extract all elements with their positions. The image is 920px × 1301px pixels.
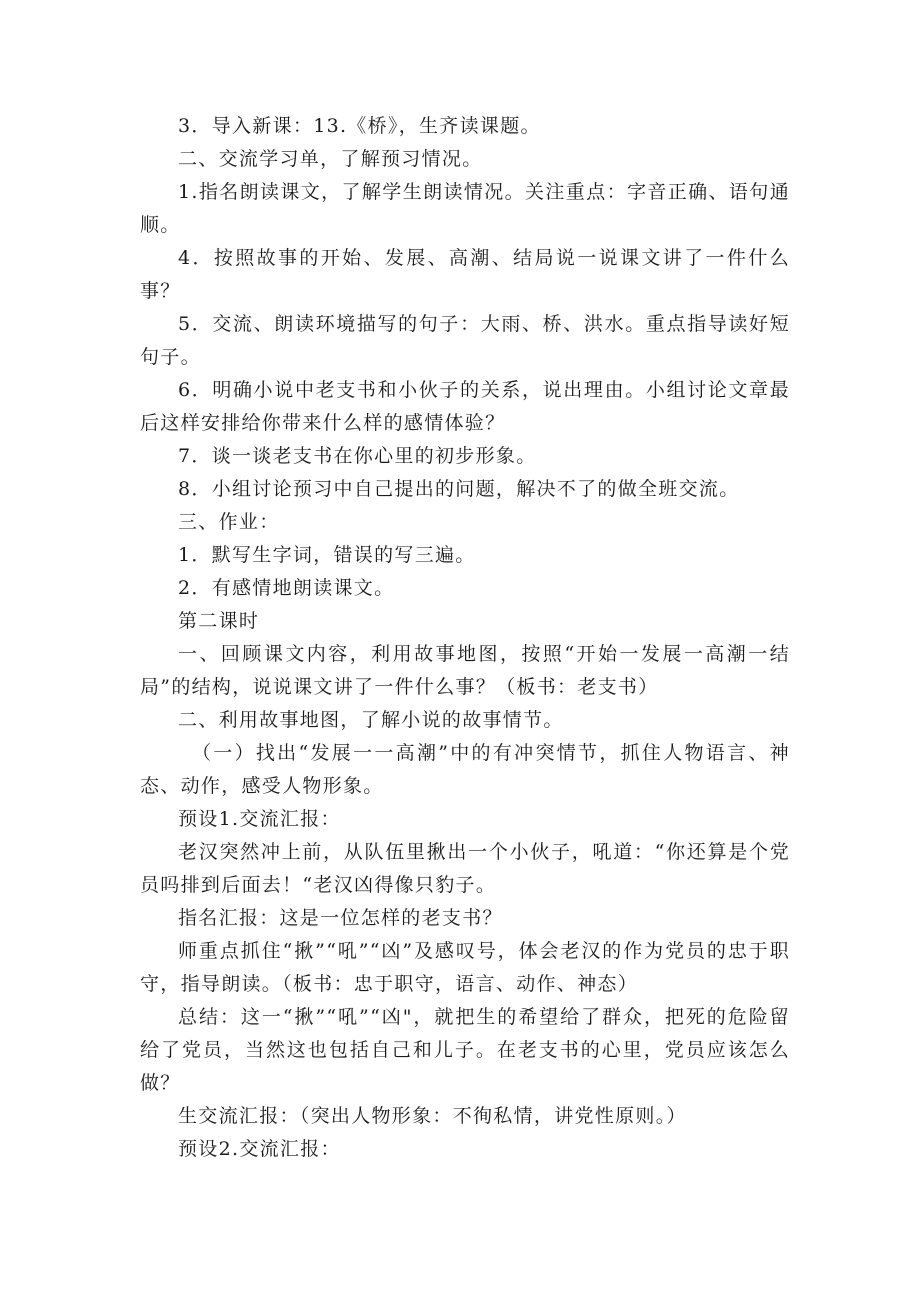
lesson-heading: 第二课时 bbox=[178, 610, 260, 632]
paragraph: 预设1.交流汇报： bbox=[178, 808, 341, 830]
paragraph: 2．有感情地朗读课文。 bbox=[178, 577, 395, 599]
paragraph: 7．谈一谈老支书在你心里的初步形象。 bbox=[178, 445, 537, 467]
paragraph: 6．明确小说中老支书和小伙子的关系，说出理由。小组讨论文章最后这样安排给你带来什么样的感情体验？ bbox=[140, 379, 790, 434]
paragraph: （一）找出“发展一一高潮”中的有冲突情节，抓住人物语言、神态、动作，感受人物形象。 bbox=[140, 742, 790, 797]
paragraph: 预设2.交流汇报： bbox=[178, 1138, 341, 1160]
paragraph: 师重点抓住“揪”“吼”“凶”及感叹号，体会老汉的作为党员的忠于职守，指导朗读。（板书：忠于职守，语言、动作、神态） bbox=[140, 940, 790, 995]
section-heading: 三、作业： bbox=[178, 511, 280, 533]
paragraph: 4．按照故事的开始、发展、高潮、结局说一说课文讲了一件什么事？ bbox=[140, 247, 790, 302]
paragraph: 一、回顾课文内容，利用故事地图，按照“开始一发展一高潮一结局”的结构，说说课文讲了一件什么事？（板书：老支书） bbox=[140, 643, 790, 698]
paragraph: 总结：这一“揪”“吼”“凶"，就把生的希望给了群众，把死的危险留给了党员，当然这也包括自己和儿子。在老支书的心里，党员应该怎么做？ bbox=[140, 1006, 790, 1094]
document-body bbox=[140, 110, 790, 1166]
paragraph: 生交流汇报：（突出人物形象：不徇私情，讲党性原则。） bbox=[178, 1105, 687, 1127]
paragraph: 二、利用故事地图，了解小说的故事情节。 bbox=[178, 709, 564, 731]
paragraph: 5．交流、朗读环境描写的句子：大雨、桥、洪水。重点指导读好短句子。 bbox=[140, 313, 790, 368]
paragraph: 8．小组讨论预习中自己提出的问题，解决不了的做全班交流。 bbox=[178, 478, 740, 500]
paragraph: 二、交流学习单，了解预习情况。 bbox=[178, 148, 483, 170]
paragraph: 1．默写生字词，错误的写三遍。 bbox=[178, 544, 476, 566]
paragraph: 1.指名朗读课文，了解学生朗读情况。关注重点：字音正确、语句通顺。 bbox=[140, 181, 790, 236]
paragraph: 3．导入新课：13.《桥》，生齐读课题。 bbox=[178, 115, 541, 137]
paragraph: 指名汇报：这是一位怎样的老支书？ bbox=[178, 907, 503, 929]
paragraph: 老汉突然冲上前，从队伍里揪出一个小伙子，吼道：“你还算是个党员吗排到后面去！“老汉凶得像只豹子。 bbox=[140, 841, 790, 896]
